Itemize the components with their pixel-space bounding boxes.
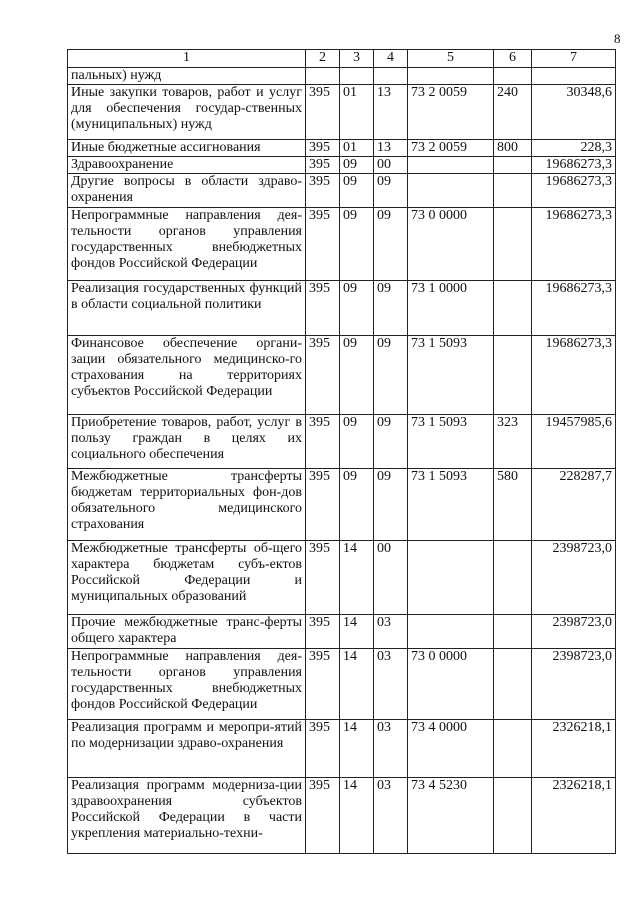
row-csr-code: 73 4 0000 [408, 720, 494, 778]
row-csr-code: 73 1 5093 [408, 415, 494, 469]
table-header-row [68, 50, 616, 68]
row-csr-code: 73 1 0000 [408, 281, 494, 336]
row-pr-code: 00 [374, 541, 408, 615]
row-amount: 19686273,3 [532, 281, 616, 336]
row-rz-code: 09 [340, 336, 374, 415]
row-rz-code: 14 [340, 615, 374, 649]
table-row [68, 281, 616, 336]
row-name-cell: Межбюджетные трансферты об-щего характера бюджетам субъ-ектов Российской Федерации и муниципальных образований [68, 541, 306, 615]
row-gr-code: 395 [306, 615, 340, 649]
row-rz-code: 14 [340, 778, 374, 854]
row-pr-code: 09 [374, 208, 408, 281]
row-pr-code: 03 [374, 778, 408, 854]
row-pr-code: 09 [374, 336, 408, 415]
row-amount: 19686273,3 [532, 208, 616, 281]
row-pr-code: 03 [374, 720, 408, 778]
row-gr-code [306, 68, 340, 85]
row-amount: 30348,6 [532, 85, 616, 140]
row-name-cell: пальных) нужд [68, 68, 306, 85]
table-row [68, 415, 616, 469]
row-rz-code: 09 [340, 469, 374, 541]
row-gr-code: 395 [306, 208, 340, 281]
table-row [68, 778, 616, 854]
row-name-cell: Реализация программ модерниза-ции здравоохранения субъектов Российской Федерации в части укрепления материально-техни- [68, 778, 306, 854]
row-csr-code [408, 157, 494, 174]
row-amount: 228,3 [532, 140, 616, 157]
row-pr-code: 09 [374, 415, 408, 469]
header-cell: 4 [374, 50, 408, 68]
row-vr-code: 240 [494, 85, 532, 140]
row-rz-code: 09 [340, 415, 374, 469]
row-gr-code: 395 [306, 157, 340, 174]
row-rz-code: 09 [340, 208, 374, 281]
row-pr-code: 03 [374, 649, 408, 720]
row-csr-code: 73 2 0059 [408, 140, 494, 157]
row-vr-code [494, 157, 532, 174]
row-vr-code [494, 174, 532, 208]
header-cell: 3 [340, 50, 374, 68]
row-pr-code: 09 [374, 174, 408, 208]
row-rz-code: 01 [340, 85, 374, 140]
row-csr-code: 73 4 5230 [408, 778, 494, 854]
row-gr-code: 395 [306, 541, 340, 615]
row-gr-code: 395 [306, 174, 340, 208]
header-cell: 1 [68, 50, 306, 68]
row-gr-code: 395 [306, 720, 340, 778]
row-rz-code: 09 [340, 281, 374, 336]
table-row [68, 174, 616, 208]
row-rz-code: 14 [340, 541, 374, 615]
row-vr-code [494, 778, 532, 854]
row-name-cell: Межбюджетные трансферты бюджетам территориальных фон-дов обязательного медицинского страхования [68, 469, 306, 541]
table-row [68, 615, 616, 649]
table-row [68, 140, 616, 157]
row-vr-code: 800 [494, 140, 532, 157]
row-vr-code: 580 [494, 469, 532, 541]
row-amount: 2398723,0 [532, 615, 616, 649]
row-vr-code [494, 649, 532, 720]
row-rz-code: 01 [340, 140, 374, 157]
row-vr-code [494, 615, 532, 649]
row-rz-code: 14 [340, 720, 374, 778]
row-gr-code: 395 [306, 415, 340, 469]
row-csr-code: 73 0 0000 [408, 649, 494, 720]
row-amount: 228287,7 [532, 469, 616, 541]
row-gr-code: 395 [306, 336, 340, 415]
row-amount [532, 68, 616, 85]
header-cell: 6 [494, 50, 532, 68]
table-row [68, 85, 616, 140]
row-csr-code [408, 541, 494, 615]
row-amount: 2398723,0 [532, 541, 616, 615]
row-gr-code: 395 [306, 778, 340, 854]
row-pr-code [374, 68, 408, 85]
row-csr-code [408, 174, 494, 208]
row-pr-code: 13 [374, 85, 408, 140]
row-name-cell: Реализация государственных функций в области социальной политики [68, 281, 306, 336]
row-csr-code: 73 0 0000 [408, 208, 494, 281]
row-name-cell: Здравоохранение [68, 157, 306, 174]
row-name-cell: Реализация программ и меропри-ятий по модернизации здраво-охранения [68, 720, 306, 778]
row-pr-code: 09 [374, 469, 408, 541]
row-name-cell: Непрограммные направления дея-тельности органов управления государственных внебюджетных фондов Российской Федерации [68, 649, 306, 720]
row-gr-code: 395 [306, 281, 340, 336]
row-vr-code [494, 336, 532, 415]
row-pr-code: 09 [374, 281, 408, 336]
row-name-cell: Другие вопросы в области здраво-охранения [68, 174, 306, 208]
page-number: 8 [614, 31, 621, 46]
table-row [68, 541, 616, 615]
row-csr-code [408, 68, 494, 85]
row-name-cell: Финансовое обеспечение органи-зации обязательного медицинско-го страхования на территориях субъектов Российской Федерации [68, 336, 306, 415]
row-vr-code [494, 720, 532, 778]
budget-table [67, 49, 616, 854]
row-rz-code: 14 [340, 649, 374, 720]
row-name-cell: Приобретение товаров, работ, услуг в пользу граждан в целях их социального обеспечения [68, 415, 306, 469]
row-name-cell: Иные закупки товаров, работ и услуг для обеспечения государ-ственных (муниципальных) нужд [68, 85, 306, 140]
row-amount: 19686273,3 [532, 336, 616, 415]
header-cell: 7 [532, 50, 616, 68]
row-amount: 2326218,1 [532, 720, 616, 778]
row-vr-code: 323 [494, 415, 532, 469]
row-name-cell: Иные бюджетные ассигнования [68, 140, 306, 157]
header-cell: 5 [408, 50, 494, 68]
table-row [68, 208, 616, 281]
table-row [68, 68, 616, 85]
row-vr-code [494, 281, 532, 336]
row-amount: 2326218,1 [532, 778, 616, 854]
row-amount: 2398723,0 [532, 649, 616, 720]
row-gr-code: 395 [306, 469, 340, 541]
table-row [68, 157, 616, 174]
row-csr-code: 73 2 0059 [408, 85, 494, 140]
row-pr-code: 00 [374, 157, 408, 174]
table-row [68, 720, 616, 778]
table-row [68, 336, 616, 415]
row-gr-code: 395 [306, 140, 340, 157]
header-cell: 2 [306, 50, 340, 68]
row-amount: 19457985,6 [532, 415, 616, 469]
row-vr-code [494, 208, 532, 281]
row-csr-code [408, 615, 494, 649]
row-amount: 19686273,3 [532, 174, 616, 208]
row-gr-code: 395 [306, 85, 340, 140]
row-name-cell: Непрограммные направления дея-тельности органов управления государственных внебюджетных фондов Российской Федерации [68, 208, 306, 281]
row-csr-code: 73 1 5093 [408, 469, 494, 541]
row-name-cell: Прочие межбюджетные транс-ферты общего характера [68, 615, 306, 649]
row-rz-code: 09 [340, 157, 374, 174]
table-row [68, 649, 616, 720]
row-pr-code: 13 [374, 140, 408, 157]
row-vr-code [494, 68, 532, 85]
row-rz-code: 09 [340, 174, 374, 208]
row-csr-code: 73 1 5093 [408, 336, 494, 415]
table-row [68, 469, 616, 541]
row-gr-code: 395 [306, 649, 340, 720]
row-pr-code: 03 [374, 615, 408, 649]
row-rz-code [340, 68, 374, 85]
row-amount: 19686273,3 [532, 157, 616, 174]
row-vr-code [494, 541, 532, 615]
